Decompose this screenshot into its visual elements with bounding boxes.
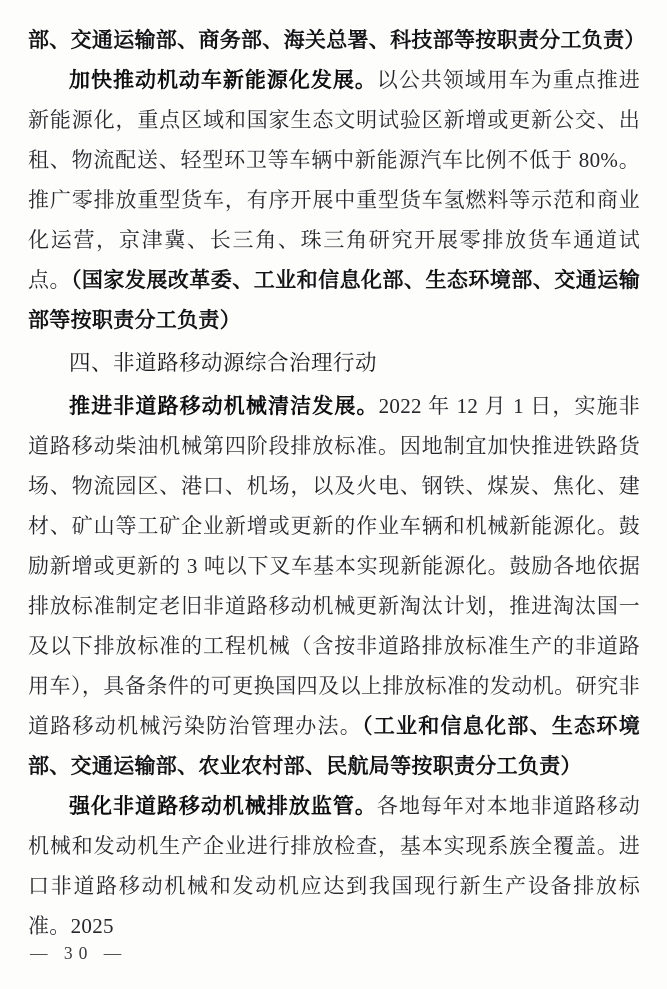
paragraph-body-text: 以公共领域用车为重点推进新能源化，重点区域和国家生态文明试验区新增或更新公交、出租、物流配送、轻型环卫等车辆中新能源汽车比例不低于 80%。推广零排放重型货车，有序开展中重型货车氢燃料等示范和商业化运营，京津冀、长三角、珠三角研究开展零排放货车通道试点。 xyxy=(28,68,640,292)
paragraph-continuation xyxy=(28,20,646,60)
page-number: — 30 — xyxy=(30,943,128,963)
paragraph-lead-bold: 加快推动机动车新能源化发展。 xyxy=(69,68,377,92)
responsibility-clause: （工业和信息化部、生态环境部、交通运输部、农业农村部、民航局等按职责分工负责） xyxy=(28,714,640,778)
paragraph-lead-bold: 推进非道路移动机械清洁发展。 xyxy=(69,394,379,418)
paragraph-body-text: 各地每年对本地非道路移动机械和发动机生产企业进行排放检查，基本实现系族全覆盖。进口非道路移动机械和发动机应达到我国现行新生产设备排放标准。2025 xyxy=(28,794,640,938)
paragraph-non-road-supervision xyxy=(28,786,640,946)
responsibility-clause: 部、交通运输部、商务部、海关总署、科技部等按职责分工负责） xyxy=(28,28,646,52)
paragraph-lead-bold: 强化非道路移动机械排放监管。 xyxy=(69,794,377,818)
paragraph-vehicle-new-energy xyxy=(28,60,640,340)
responsibility-clause: （国家发展改革委、工业和信息化部、生态环境部、交通运输部等按职责分工负责） xyxy=(28,268,640,332)
paragraph-non-road-clean xyxy=(28,386,640,786)
paragraph-body-text: 2022 年 12 月 1 日，实施非道路移动柴油机械第四阶段排放标准。因地制宜加快推进铁路货场、物流园区、港口、机场，以及火电、钢铁、煤炭、焦化、建材、矿山等工矿企业新增或更新的作业车辆和机械新能源化。鼓励新增或更新的 3 吨以下叉车基本实现新能源化。鼓励各地依据排放标准制定老旧非道路移动机械更新淘汰计划，推进淘汰国一及以下排放标准的工程机械（含按非道路排放标准生产的非道路用车），具备条件的可更换国四及以上排放标准的发动机。研究非道路移动机械污染防治管理办法。 xyxy=(28,394,640,738)
section-heading: 四、非道路移动源综合治理行动 xyxy=(69,351,378,375)
